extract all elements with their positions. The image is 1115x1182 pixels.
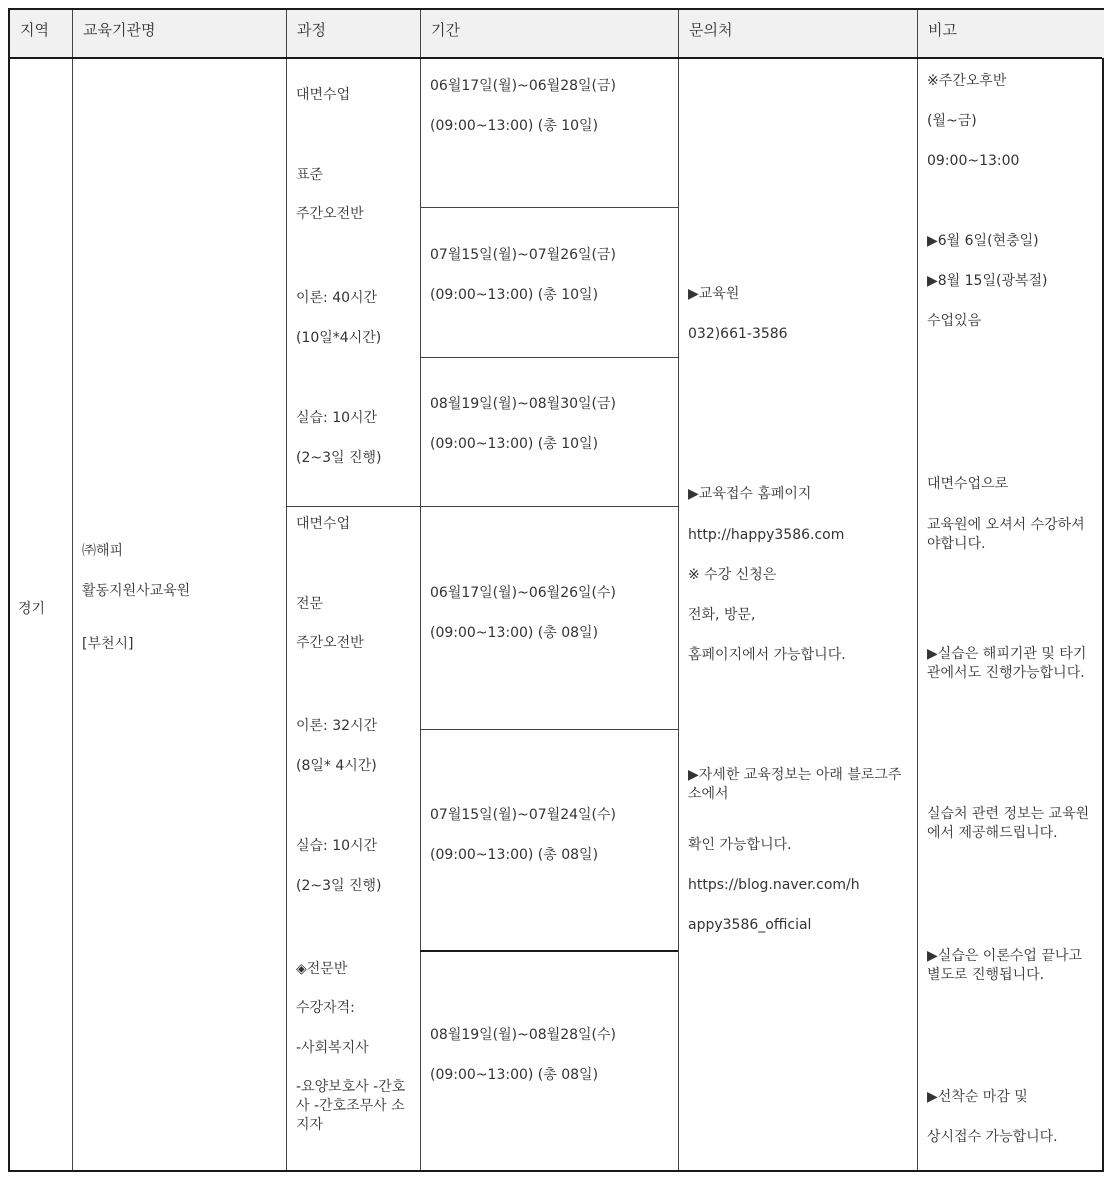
note-practice-info: 실습처 관련 정보는 교육원에서 제공해드립니다.: [927, 806, 1090, 841]
standard-course-type: 표준: [296, 167, 324, 183]
note-holiday-2: ▶8월 15일(광복절): [927, 273, 1048, 289]
expert-course-mode: 대면수업: [296, 516, 351, 532]
note-inperson-2: 교육원에 오셔서 수강하셔야합니다.: [927, 517, 1085, 552]
expert-practice-hours: 실습: 10시간: [296, 838, 378, 854]
row-divider: [286, 506, 678, 507]
note-practice-after: ▶실습은 이론수업 끝나고 별도로 진행됩니다.: [927, 948, 1082, 983]
standard-practice-detail: (2~3일 진행): [296, 450, 382, 466]
col-divider: [72, 10, 73, 1170]
col-divider: [917, 10, 918, 1170]
row-divider: [420, 729, 678, 730]
institution-name-1: ㈜해피: [82, 543, 124, 559]
period-time: (09:00~13:00) (총 10일): [430, 118, 599, 134]
contact-homepage-label: ▶교육접수 홈페이지: [688, 486, 812, 502]
note-first-come: ▶선착순 마감 및: [927, 1089, 1028, 1105]
education-schedule-table: [8, 8, 1104, 1172]
period-dates: 08월19일(월)~08월28일(수): [430, 1027, 616, 1043]
note-days: (월~금): [927, 113, 977, 129]
institution-location: [부천시]: [82, 636, 134, 652]
standard-practice-hours: 실습: 10시간: [296, 410, 378, 426]
contact-blog-confirm: 확인 가능합니다.: [688, 837, 792, 853]
contact-blog-link-1[interactable]: https://blog.naver.com/h: [688, 877, 860, 893]
row-divider: [420, 207, 678, 208]
standard-course-schedule: 주간오전반: [296, 206, 364, 222]
note-hours: 09:00~13:00: [927, 153, 1020, 169]
period-time: (09:00~13:00) (총 08일): [430, 847, 599, 863]
region-value: 경기: [18, 601, 46, 617]
header-period: 기간: [421, 10, 678, 58]
period-time: (09:00~13:00) (총 08일): [430, 1067, 599, 1083]
expert-qualification-title: ◈전문반: [296, 961, 348, 977]
expert-course-type: 전문: [296, 596, 324, 612]
header-notes: 비고: [918, 10, 1104, 58]
period-dates: 06월17일(월)~06월28일(금): [430, 78, 616, 94]
standard-theory-detail: (10일*4시간): [296, 330, 382, 346]
standard-course-mode: 대면수업: [296, 87, 351, 103]
expert-course-schedule: 주간오전반: [296, 635, 364, 651]
contact-blog-note: ▶자세한 교육정보는 아래 블로그주소에서: [688, 767, 902, 802]
contact-homepage-link[interactable]: http://happy3586.com: [688, 527, 845, 543]
note-practice-where: ▶실습은 해피기관 및 타기관에서도 진행가능합니다.: [927, 646, 1087, 681]
standard-theory-hours: 이론: 40시간: [296, 290, 378, 306]
period-dates: 08월19일(월)~08월30일(금): [430, 396, 616, 412]
expert-qualification-2: -요양보호사 -간호사 -간호조무사 소지자: [296, 1079, 406, 1133]
period-dates: 07월15일(월)~07월26일(금): [430, 247, 616, 263]
institution-name-2: 활동지원사교육원: [82, 583, 191, 599]
header-divider: [10, 57, 1102, 59]
period-time: (09:00~13:00) (총 10일): [430, 287, 599, 303]
expert-qualification-1: -사회복지사: [296, 1040, 369, 1056]
contact-office-label: ▶교육원: [688, 286, 740, 302]
period-dates: 06월17일(월)~06월26일(수): [430, 585, 616, 601]
note-class-type: ※주간오후반: [927, 73, 1007, 89]
col-divider: [678, 10, 679, 1170]
contact-apply-methods: 전화, 방문,: [688, 607, 756, 623]
col-divider: [286, 10, 287, 1170]
expert-qualification-label: 수강자격:: [296, 1000, 355, 1016]
period-time: (09:00~13:00) (총 10일): [430, 436, 599, 452]
note-always-open: 상시접수 가능합니다.: [927, 1129, 1058, 1145]
header-region: 지역: [10, 10, 72, 58]
col-divider: [420, 10, 421, 1170]
expert-theory-hours: 이론: 32시간: [296, 718, 378, 734]
expert-theory-detail: (8일* 4시간): [296, 758, 377, 774]
period-dates: 07월15일(월)~07월24일(수): [430, 807, 616, 823]
contact-blog-link-2[interactable]: appy3586_official: [688, 917, 812, 933]
contact-office-phone: 032)661-3586: [688, 326, 788, 342]
header-contact: 문의처: [679, 10, 917, 58]
expert-practice-detail: (2~3일 진행): [296, 878, 382, 894]
note-inperson-1: 대면수업으로: [927, 476, 1009, 492]
note-no-class: 수업있음: [927, 313, 982, 329]
period-time: (09:00~13:00) (총 08일): [430, 625, 599, 641]
header-institution: 교육기관명: [73, 10, 286, 58]
contact-apply-note: ※ 수강 신청은: [688, 567, 777, 583]
row-divider: [420, 357, 678, 358]
contact-apply-online: 홈페이지에서 가능합니다.: [688, 647, 846, 663]
note-holiday-1: ▶6월 6일(현충일): [927, 233, 1039, 249]
row-divider: [420, 950, 678, 952]
header-course: 과정: [287, 10, 420, 58]
